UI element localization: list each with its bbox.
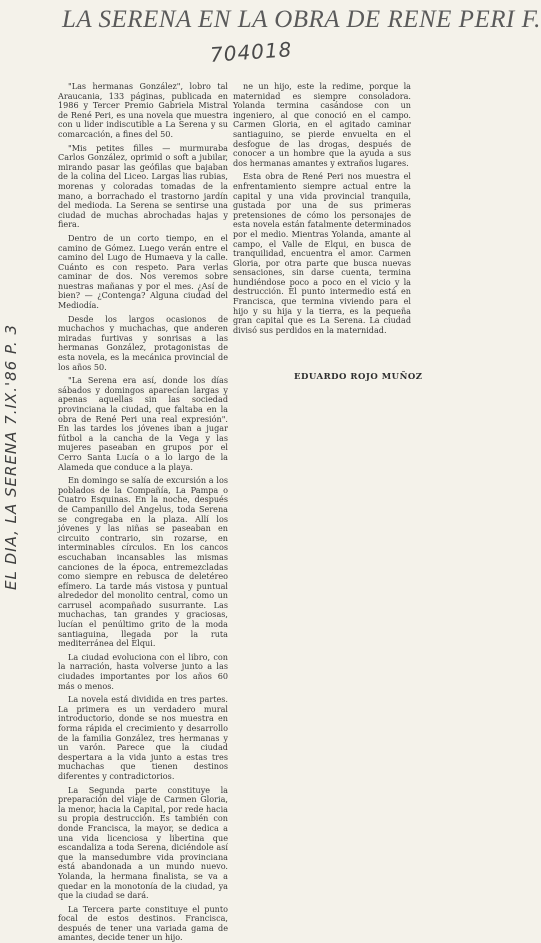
paragraph: La Tercera parte constituye el punto focal de estos destinos. Francisca, después de tener una variada gama de amantes, decide tener un hijo. — [58, 903, 228, 943]
handwritten-source-note: EL DIA, LA SERENA 7.IX.'86 P. 3 — [2, 323, 20, 590]
paragraph: La ciudad evoluciona con el libro, con la narración, hasta volverse junto a las ciudades importantes por los años 60 más o menos. — [58, 651, 228, 691]
paragraph: En domingo se salía de excursión a los poblados de la Compañía, La Pampa o Cuatro Esquinas. En la noche, después de Campanillo del Angelus, toda Serena se congregaba en la plaza. Allí los jóvenes y las niñas se paseaban en circuito contrario, sin rozarse, en interminables círculos. En los cancos escuchaban incansables las mismas canciones de la época, entremezcladas como siempre en rebusca de deletéreo efímero. La tarde más vistosa y puntual alrededor del monolito central, como un carrusel acompañado susurrante. Las muchachas, tan grandes y graciosas, lucían el penúltimo grito de la moda santiaguina, llegada por la ruta mediterránea del Elqui. — [58, 475, 228, 649]
right-column — [233, 82, 411, 372]
paragraph: Dentro de un corto tiempo, en el camino de Gómez. Luego verán entre el camino del Lugo de Humaeva y la calle. Cuánto es con respeto. Para verlas caminar de dos. Nos veremos sobre nuestras mañanas y por el mes. ¿Así de bien? — ¿Contenga? Alguna ciudad del Mediodía. — [58, 232, 228, 311]
paragraph: "La Serena era así, donde los días sábados y domingos aparecían largas y apenas aquellas sin las sociedad provinciana la ciudad, que faltaba en la obra de René Peri una real expresión". En las tardes los jóvenes iban a jugar fútbol a la cancha de la Vega y las mujeres paseaban en grupos por el Cerro Santa Lucía o a lo largo de la Alameda que conduce a la playa. — [58, 375, 228, 472]
paragraph: La novela está dividida en tres partes. La primera es un verdadero mural introductorio, donde se nos muestra en forma rápida el crecimiento y desarrollo de la familia González, tres hermanas y un varón. Parece que la ciudad despertara a la vida junto a estas tres muchachas que tienen destinos diferentes y contradictorios. — [58, 694, 228, 781]
paragraph: Desde los largos ocasionos de muchachos y muchachas, que anderen miradas furtivas y sonrisas a las hermanas González, protagonistas de esta novela, es la mecánica provincial de los años 50. — [58, 313, 228, 372]
article-title: LA SERENA EN LA OBRA DE RENE PERI F. — [62, 6, 541, 33]
paragraph: Esta obra de René Peri nos muestra el enfrentamiento siempre actual entre la capital y una vida provincial tranquila, gustada por una de sus primeras pretensiones de cómo los personajes de esta novela están fatalmente determinados por el medio. Mientras Yolanda, amante al campo, el Valle de Elqui, en busca de tranquilidad, encuentra el amor. Carmen Gloria, por otra parte que busca nuevas sensaciones, sin darse cuenta, termina hundiéndose poco a poco en el vicio y la destrucción. El punto intermedio está en Francisca, que termina viviendo para el hijo y su hija y la tierra, es la pequeña gran capital que es La Serena. La ciudad divisó sus perdidos en la maternidad. — [233, 171, 411, 335]
left-column — [58, 81, 228, 943]
paragraph: La Segunda parte constituye la preparación del viaje de Carmen Gloria, la menor, hacia la Capital, por rede hacia su propia destrucción. Es también con donde Francisca, la mayor, se dedica a una vida licenciosa y libertina que escandaliza a toda Serena, diciéndole así que la mansedumbre vida provinciana está abandonada a un mundo nuevo. Yolanda, la hermana finalista, se va a quedar en la monotonía de la ciudad, ya que la ciudad se dará. — [58, 784, 228, 901]
author-signature: EDUARDO ROJO MUÑOZ — [294, 372, 423, 382]
archive-stamp: 704018 — [209, 37, 294, 67]
paragraph: ne un hijo, este la redime, porque la maternidad es siempre consoladora. Yolanda termina casándose con un ingeniero, al que conoció en el campo. Carmen Gloria, en el agitado caminar santiaguino, se pierde envuelta en el desfogue de las drogas, después de conocer a un hombre que la ayuda a sus dos hermanas amantes y extraños lugares. — [233, 81, 411, 168]
paragraph: "Mis petites filles — murmuraba Carlos González, oprimid o soft a jubilar, mirando pasar las geófilas que bajaban de la colina del Liceo. Largas lias rubias, morenas y coloradas tomadas de la mano, a borrachado el trastorno jardín del medioda. La Serena se sentirse una ciudad de muchas abrochadas hajas y fiera. — [58, 142, 228, 230]
paragraph: "Las hermanas González", lobro tal Araucania, 133 páginas, publicada en 1986 y Tercer Premio Gabriela Mistral de René Peri, es una novela que muestra con u lider indiscutible a La Serena y su comarcación, a fines del 50. — [58, 81, 228, 139]
